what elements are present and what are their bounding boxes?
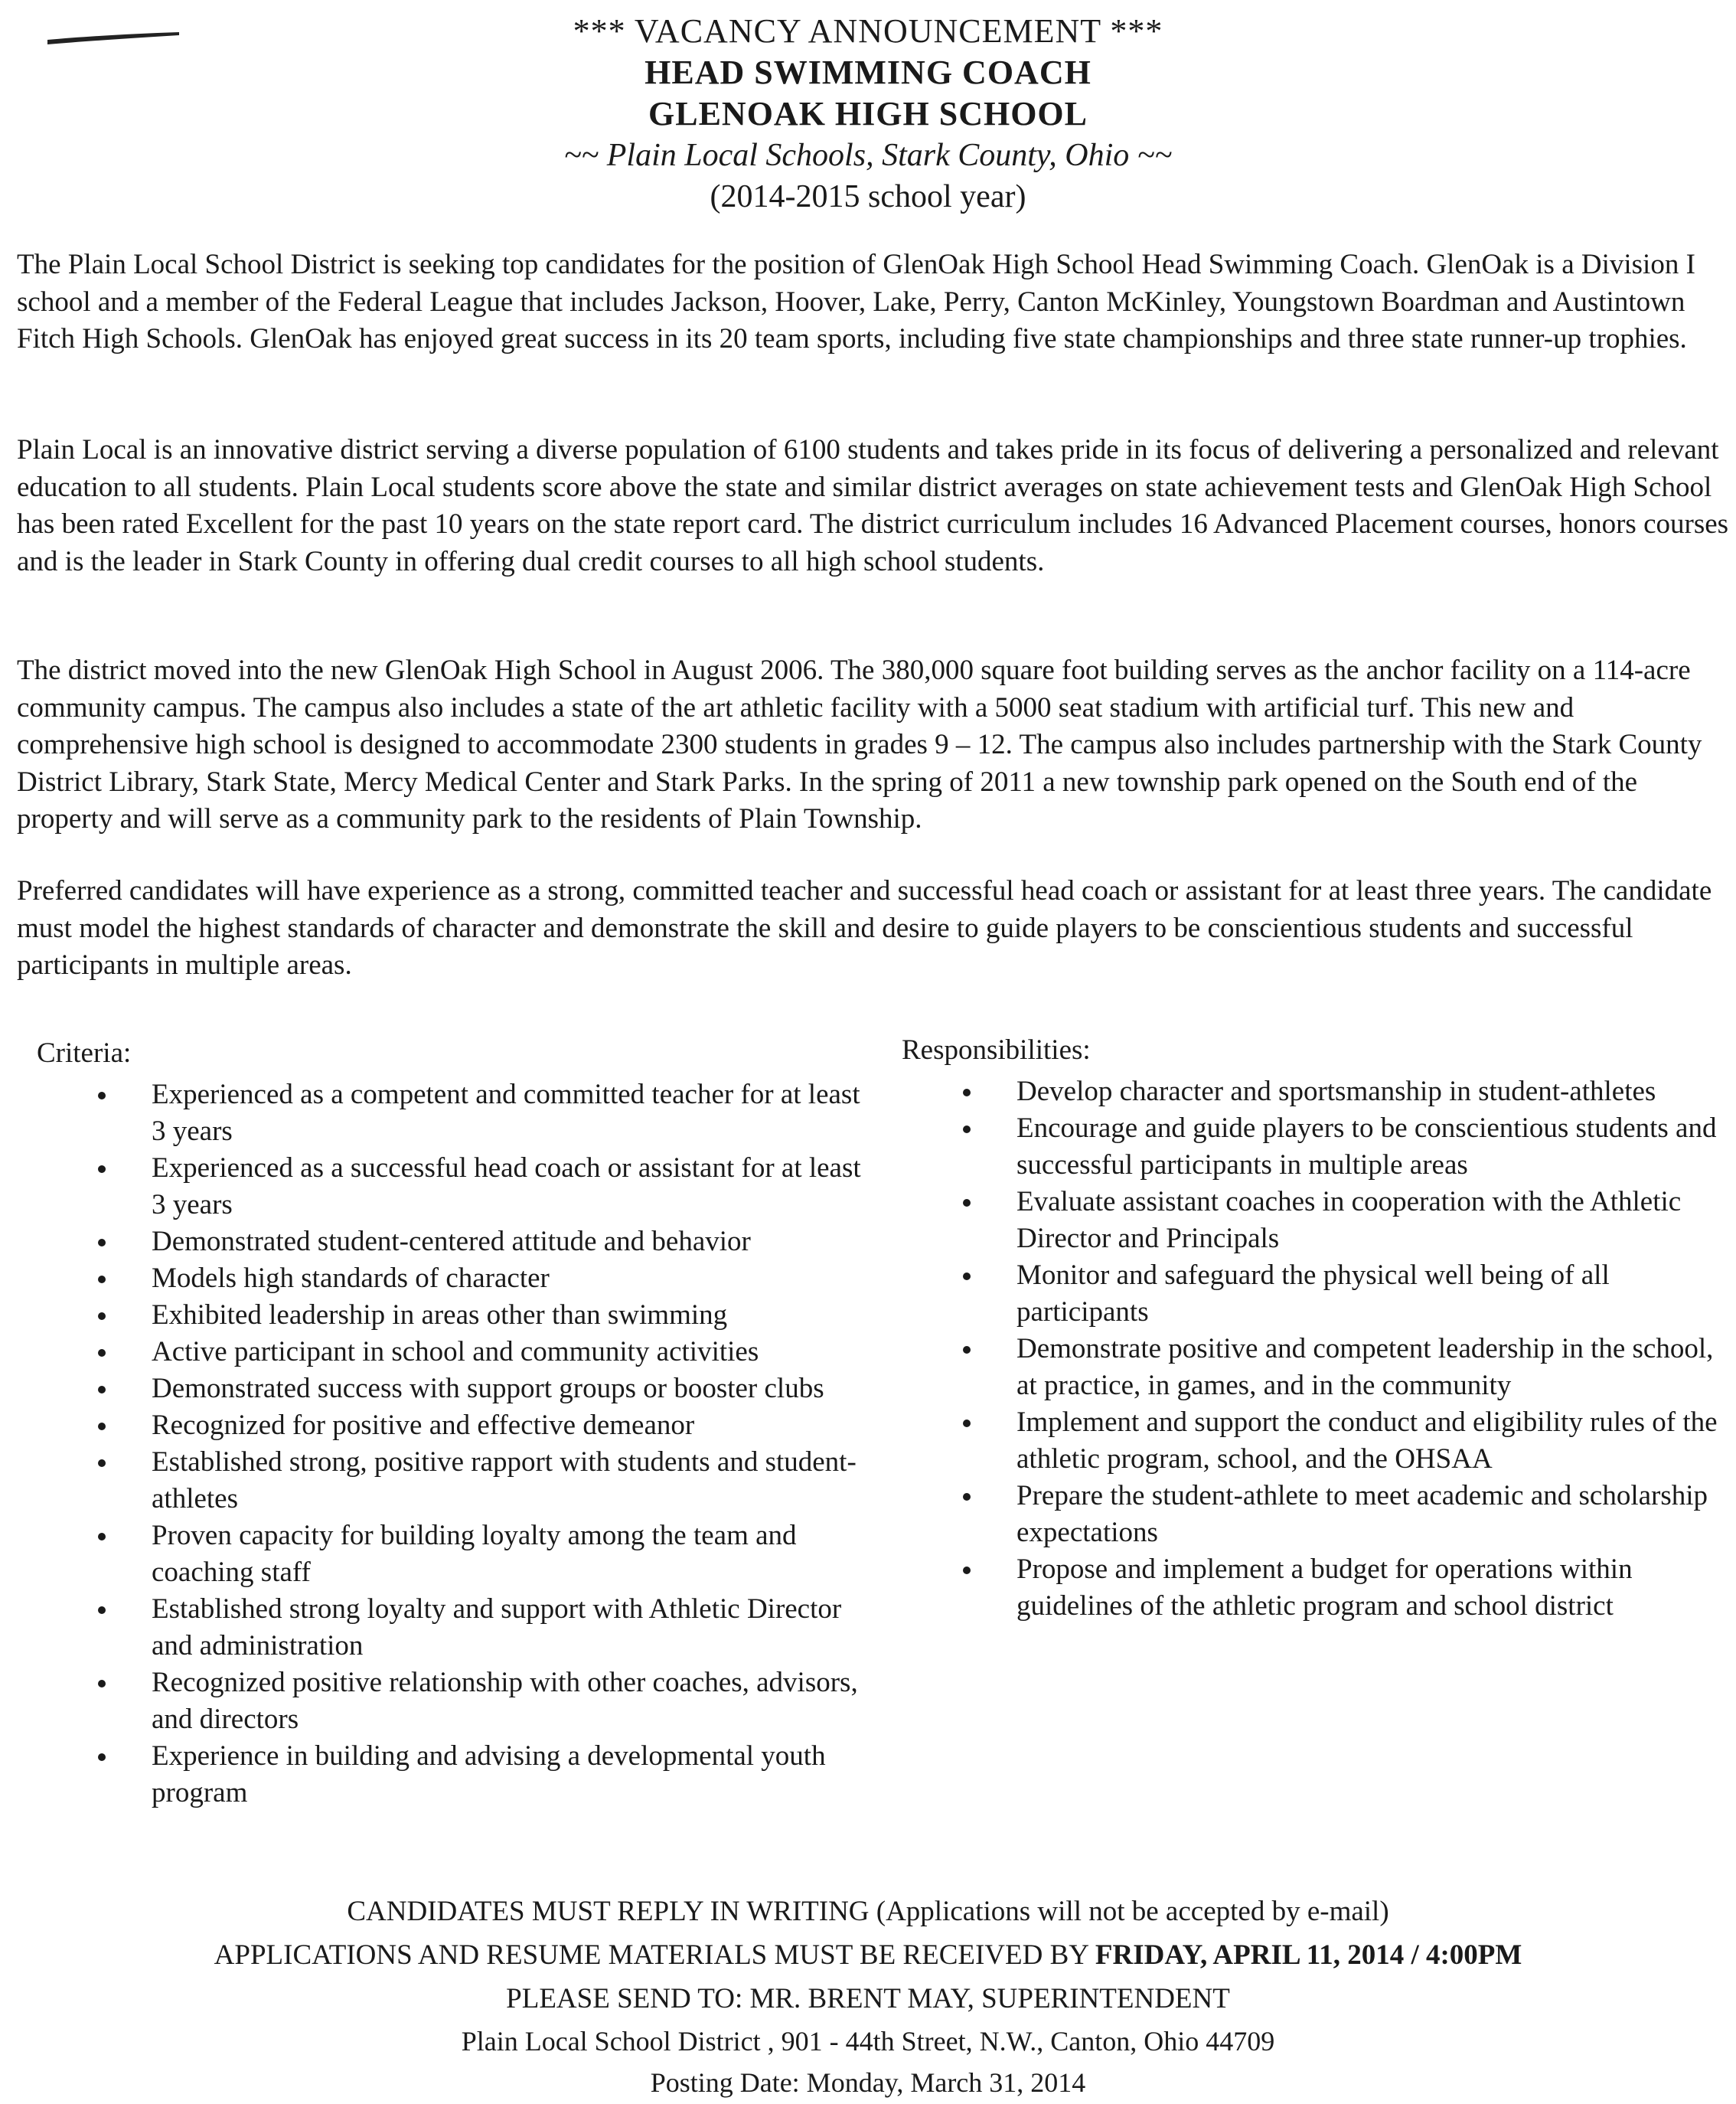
list-item <box>957 1110 1736 1184</box>
school-year: (2014-2015 school year) <box>710 179 1026 214</box>
bullet-icon <box>98 1533 106 1540</box>
bullet-icon <box>98 1423 106 1430</box>
list-item <box>957 1331 1736 1404</box>
bullet-icon <box>98 1459 106 1467</box>
bullet-icon <box>98 1276 106 1283</box>
reply-instruction: CANDIDATES MUST REPLY IN WRITING (Applications will not be accepted by e-mail) <box>347 1896 1389 1927</box>
candidates-paragraph: Preferred candidates will have experience as a strong, committed teacher and successful head coach or assistant for at least three years. The candidate must model the highest standards of character and demonstrate the skill and desire to guide players to be conscientious students and successful participants in multiple areas. <box>17 875 1712 981</box>
list-item <box>957 1073 1736 1110</box>
bullet-icon <box>963 1199 971 1207</box>
posting-date: Posting Date: Monday, March 31, 2014 <box>650 2067 1086 2098</box>
list-item <box>957 1257 1736 1331</box>
bullet-icon <box>98 1753 106 1761</box>
list-item-text: Demonstrated success with support groups or booster clubs <box>152 1373 824 1404</box>
list-item <box>92 1518 880 1591</box>
vacancy-title: *** VACANCY ANNOUNCEMENT *** <box>573 12 1163 50</box>
deadline-prefix: APPLICATIONS AND RESUME MATERIALS MUST BE RECEIVED BY <box>214 1939 1095 1971</box>
list-item <box>92 1077 880 1150</box>
list-item-text: Exhibited leadership in areas other than swimming <box>152 1299 728 1331</box>
list-item <box>92 1738 880 1812</box>
list-item-text: Monitor and safeguard the physical well being of all participants <box>1016 1259 1610 1328</box>
list-item <box>957 1478 1736 1551</box>
list-item <box>92 1444 880 1518</box>
list-item <box>92 1407 880 1444</box>
list-item-text: Prepare the student-athlete to meet academic and scholarship expectations <box>1016 1480 1708 1548</box>
bullet-icon <box>963 1493 971 1501</box>
bullet-icon <box>98 1349 106 1357</box>
deadline-line <box>0 1933 1736 1977</box>
school-title: GLENOAK HIGH SCHOOL <box>648 95 1088 132</box>
bullet-icon <box>98 1680 106 1687</box>
bullet-icon <box>963 1567 971 1574</box>
bullet-icon <box>98 1312 106 1320</box>
list-item-text: Develop character and sportsmanship in student-athletes <box>1016 1076 1656 1107</box>
responsibilities-list <box>957 1073 1736 1625</box>
list-item <box>92 1150 880 1224</box>
criteria-list <box>92 1077 880 1812</box>
list-item-text: Evaluate assistant coaches in cooperation with the Athletic Director and Principals <box>1016 1186 1682 1254</box>
list-item-text: Active participant in school and community activities <box>152 1336 759 1367</box>
list-item-text: Propose and implement a budget for operations within guidelines of the athletic program and school district <box>1016 1553 1633 1622</box>
send-to-line: PLEASE SEND TO: MR. BRENT MAY, SUPERINTENDENT <box>506 1983 1230 2014</box>
district-paragraph: Plain Local is an innovative district serving a diverse population of 6100 students and takes pride in its focus of delivering a personalized and relevant education to all students. Plain Local students score above the state and similar district averages on state achievement tests and GlenOak High School has been rated Excellent for the past 10 years on the state report card. The district curriculum includes 16 Advanced Placement courses, honors courses and is the leader in Stark County in offering dual credit courses to all high school students. <box>17 434 1729 577</box>
list-item <box>92 1224 880 1260</box>
campus-paragraph: The district moved into the new GlenOak High School in August 2006. The 380,000 square foot building serves as the anchor facility on a 114-acre community campus. The campus also includes a state of the art athletic facility with a 5000 seat stadium with artificial turf. This new and comprehensive high school is designed to accommodate 2300 students in grades 9 – 12. The campus also includes partnership with the Stark County District Library, Stark State, Mercy Medical Center and Stark Parks. In the spring of 2011 a new township park opened on the South end of the property and will serve as a community park to the residents of Plain Township. <box>17 655 1702 835</box>
list-item <box>92 1591 880 1665</box>
list-item-text: Established strong loyalty and support with Athletic Director and administration <box>152 1593 842 1661</box>
list-item-text: Encourage and guide players to be conscientious students and successful participants in multiple areas <box>1016 1112 1717 1181</box>
list-item-text: Models high standards of character <box>152 1263 550 1294</box>
list-item <box>957 1184 1736 1257</box>
announcement-header <box>0 11 1736 217</box>
list-item <box>957 1404 1736 1478</box>
district-subtitle: ~~ Plain Local Schools, Stark County, Ohio ~~ <box>563 138 1173 173</box>
list-item-text: Implement and support the conduct and eligibility rules of the athletic program, school, and the OHSAA <box>1016 1406 1718 1475</box>
deadline-date: FRIDAY, APRIL 11, 2014 / 4:00PM <box>1095 1939 1522 1971</box>
bullet-icon <box>963 1273 971 1280</box>
position-title: HEAD SWIMMING COACH <box>644 54 1092 91</box>
list-item-text: Recognized positive relationship with other coaches, advisors, and directors <box>152 1667 858 1735</box>
list-item-text: Proven capacity for building loyalty among the team and coaching staff <box>152 1520 797 1588</box>
bullet-icon <box>963 1420 971 1427</box>
list-item <box>92 1371 880 1407</box>
application-instructions <box>0 1890 1736 2103</box>
bullet-icon <box>98 1386 106 1393</box>
mailing-address: Plain Local School District , 901 - 44th Street, N.W., Canton, Ohio 44709 <box>461 2026 1275 2057</box>
bullet-icon <box>963 1126 971 1133</box>
list-item <box>92 1334 880 1371</box>
responsibilities-heading: Responsibilities: <box>902 1034 1091 1066</box>
bullet-icon <box>98 1092 106 1099</box>
list-item <box>92 1297 880 1334</box>
list-item <box>92 1260 880 1297</box>
bullet-icon <box>963 1346 971 1354</box>
list-item-text: Experienced as a competent and committed teacher for at least 3 years <box>152 1079 860 1147</box>
bullet-icon <box>98 1239 106 1246</box>
list-item <box>957 1551 1736 1625</box>
bullet-icon <box>98 1165 106 1173</box>
list-item-text: Experienced as a successful head coach or assistant for at least 3 years <box>152 1152 861 1220</box>
bullet-icon <box>963 1089 971 1096</box>
list-item <box>92 1665 880 1738</box>
list-item-text: Established strong, positive rapport with students and student-athletes <box>152 1446 857 1514</box>
list-item-text: Demonstrate positive and competent leadership in the school, at practice, in games, and in the community <box>1016 1333 1714 1401</box>
criteria-heading: Criteria: <box>37 1037 132 1069</box>
intro-paragraph: The Plain Local School District is seeking top candidates for the position of GlenOak High School Head Swimming Coach. GlenOak is a Division I school and a member of the Federal League that includes Jackson, Hoover, Lake, Perry, Canton McKinley, Youngstown Boardman and Austintown Fitch High Schools. GlenOak has enjoyed great success in its 20 team sports, including five state championships and three state runner-up trophies. <box>17 249 1695 354</box>
list-item-text: Experience in building and advising a developmental youth program <box>152 1740 826 1808</box>
bullet-icon <box>98 1606 106 1614</box>
list-item-text: Demonstrated student-centered attitude and behavior <box>152 1226 751 1257</box>
list-item-text: Recognized for positive and effective demeanor <box>152 1410 695 1441</box>
